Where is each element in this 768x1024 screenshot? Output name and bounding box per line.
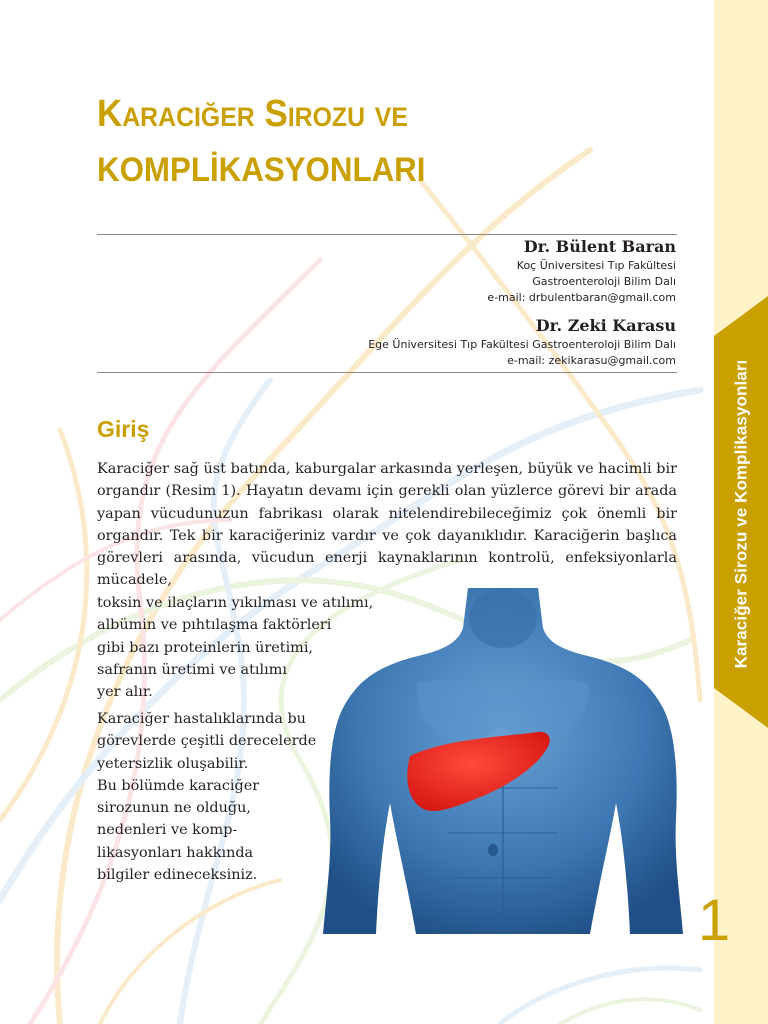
text-line: nedenleri ve komp- <box>97 822 238 839</box>
text-line: yer alır. <box>97 684 153 701</box>
text-line: sirozunun ne olduğu, <box>97 800 251 817</box>
intro-paragraph: Karaciğer sağ üst batında, kaburgalar arkasında yerleşen, büyük ve hacimli bir organdır (Resim 1). Hayatın devamı için gerekli olan yüzlerce görevi bir arada yapan vücudunuzun fabrikası olarak nitelendirebileceğimiz çok önemli bir organdır. Tek bir karaciğeriniz vardır ve çok dayanıklıdır. Karaciğerin başlıca görevleri arasında, vücudun enerji kaynaklarının kontrolü, enfeksiyonlarla mücadele, <box>97 461 677 589</box>
title-divider <box>97 234 677 235</box>
sidebar-chapter-title <box>714 359 768 669</box>
text-line: görevlerde çeşitli derecelerde <box>97 733 317 750</box>
author-affiliation-line: Koç Üniversitesi Tıp Fakültesi <box>516 259 676 272</box>
text-line: Bu bölümde karaciğer <box>97 777 260 794</box>
page-title-line-2: KOMPLİKASYONLARI <box>97 151 426 189</box>
text-line: toksin ve ilaçların yıkılması ve atılımı, <box>97 595 374 611</box>
chapter-number: 1 <box>697 888 731 953</box>
text-line: albümin ve pıhtılaşma faktörleri <box>97 617 332 634</box>
author-block-2 <box>200 315 676 369</box>
page-title-line-1: Karaciğer Sirozu ve <box>97 93 408 135</box>
section-heading: Giriş <box>97 416 150 442</box>
text-line: Karaciğer hastalıklarında bu <box>97 711 306 727</box>
wrapped-text-list <box>97 592 373 703</box>
second-paragraph <box>97 708 316 886</box>
authors-divider <box>97 372 677 373</box>
page-title <box>97 86 649 198</box>
author-email: e-mail: zekikarasu@gmail.com <box>507 354 676 367</box>
text-line: gibi bazı proteinlerin üretimi, <box>97 639 313 656</box>
text-line: likasyonları hakkında <box>97 844 254 861</box>
author-email: e-mail: drbulentbaran@gmail.com <box>487 291 676 304</box>
author-block-1 <box>200 236 676 306</box>
text-line: bilgiler edineceksiniz. <box>97 867 258 884</box>
author-name: Dr. Zeki Karasu <box>535 316 676 335</box>
text-line: safranın üretimi ve atılımı <box>97 661 287 678</box>
text-line: yetersizlik oluşabilir. <box>97 755 249 772</box>
author-affiliation-line: Gastroenteroloji Bilim Dalı <box>532 275 676 288</box>
author-name: Dr. Bülent Baran <box>523 237 676 256</box>
author-affiliation-line: Ege Üniversitesi Tıp Fakültesi Gastroenteroloji Bilim Dalı <box>368 338 676 351</box>
sidebar-chapter-title-text: Karaciğer Sirozu ve Komplikasyonları <box>731 359 750 669</box>
